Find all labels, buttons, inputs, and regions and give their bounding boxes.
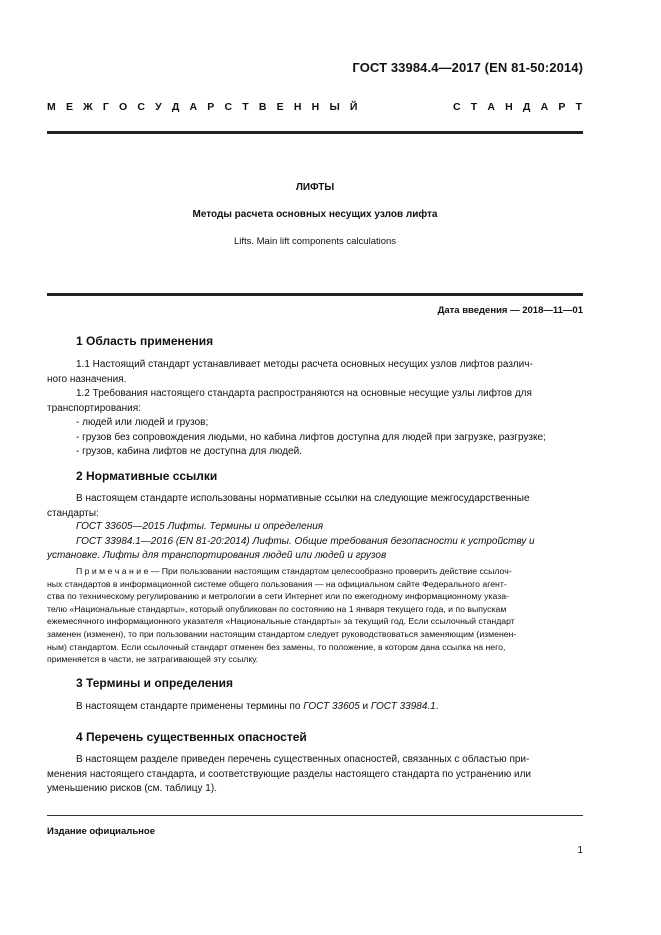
text-segment: и: [359, 701, 371, 712]
standard-type-heading: [47, 101, 582, 113]
normative-references: [47, 520, 535, 564]
document-english-title: Lifts. Main lift components calculations: [233, 236, 397, 247]
footer-divider: [47, 815, 583, 816]
official-edition-label: Издание официальное: [47, 826, 155, 837]
text-line: менения настоящего стандарта, и соответствующие разделы настоящего стандарта по устранению или: [47, 768, 531, 780]
section-heading: 2 Нормативные ссылки: [76, 469, 218, 483]
document-code: ГОСТ 33984.4—2017 (EN 81-50:2014): [352, 60, 583, 75]
section-heading: 4 Перечень существенных опасностей: [76, 730, 307, 744]
text-segment: В настоящем стандарте применены термины по: [76, 701, 304, 712]
document-subtitle: Методы расчета основных несущих узлов лифта: [192, 209, 438, 220]
text-line: 1.2 Требования настоящего стандарта распространяются на основные несущие узлы лифтов для: [76, 388, 532, 399]
list-item: - людей или людей и грузов;: [76, 417, 209, 428]
standard-word: С Т А Н Д А Р Т: [452, 101, 582, 113]
paragraph-4: [47, 753, 531, 797]
header-divider: [47, 131, 583, 134]
note-block: [47, 565, 516, 666]
text-line: транспортирования:: [47, 402, 141, 414]
text-segment: .: [435, 701, 439, 712]
note-label: П р и м е ч а н и е: [76, 566, 149, 576]
text-line: телю «Национальные стандарты», который опубликован по состоянию на 1 января текущего года, и по выпускам: [47, 603, 507, 614]
text-line: уменьшению рисков (см. таблицу 1).: [47, 783, 217, 794]
text-line: ежемесячного информационного указателя «Национальные стандарты» за текущий год. Если ссылочный стандарт: [47, 616, 515, 627]
bullet-list: [76, 416, 546, 460]
section-heading: 3 Термины и определения: [76, 676, 234, 690]
list-item: - грузов без сопровождения людьми, но кабина лифтов доступна для людей при загрузке, разгрузке;: [76, 431, 546, 443]
interstate-word: М Е Ж Г О С У Д А Р С Т В Е Н Н Ы Й: [47, 101, 358, 113]
text-line: применяется в части, не затрагивающей эту ссылку.: [47, 654, 259, 665]
list-item: - грузов, кабина лифтов не доступна для людей.: [76, 446, 302, 457]
title-divider: [47, 293, 583, 296]
text-line: — При пользовании настоящим стандартом целесообразно проверить действие ссылоч-: [148, 566, 512, 576]
paragraph-1-2: [47, 387, 532, 416]
paragraph-3: [76, 700, 439, 715]
document-title: ЛИФТЫ: [295, 182, 335, 193]
text-line: ным) стандартом. Если ссылочный стандарт отменен без замены, то положение, в котором дана ссылка на него,: [47, 641, 506, 652]
text-line: стандарты:: [47, 507, 99, 519]
page-number: 1: [577, 845, 583, 856]
reference-item: установке. Лифты для транспортирования людей или людей и грузов: [47, 550, 387, 561]
text-line: В настоящем стандарте использованы нормативные ссылки на следующие межгосударственные: [76, 493, 530, 504]
paragraph-2-intro: [47, 492, 530, 521]
text-line: ного назначения.: [47, 373, 127, 385]
text-line: В настоящем разделе приведен перечень существенных опасностей, связанных с областью при-: [76, 754, 530, 765]
text-line: ства по техническому регулированию и метрологии в сети Интернет или по ежегодному информационному указа-: [47, 591, 509, 602]
text-line: 1.1 Настоящий стандарт устанавливает методы расчета основных несущих узлов лифтов различ-: [76, 359, 533, 370]
reference-link: ГОСТ 33605: [303, 701, 360, 712]
reference-item: ГОСТ 33984.1—2016 (EN 81-20:2014) Лифты. Общие требования безопасности к устройству и: [76, 535, 535, 547]
paragraph-1-1: [47, 358, 533, 387]
reference-link: ГОСТ 33984.1: [370, 701, 436, 712]
section-heading: 1 Область применения: [76, 334, 214, 348]
introduction-date: Дата введения — 2018—11—01: [437, 305, 583, 316]
reference-item: ГОСТ 33605—2015 Лифты. Термины и определения: [76, 521, 324, 532]
text-line: ных стандартов в информационной системе общего пользования — на официальном сайте Федерального агент-: [47, 578, 507, 589]
text-line: заменен (изменен), то при пользовании настоящим стандартом следует руководствоваться заменяющим (изменен-: [47, 628, 517, 639]
